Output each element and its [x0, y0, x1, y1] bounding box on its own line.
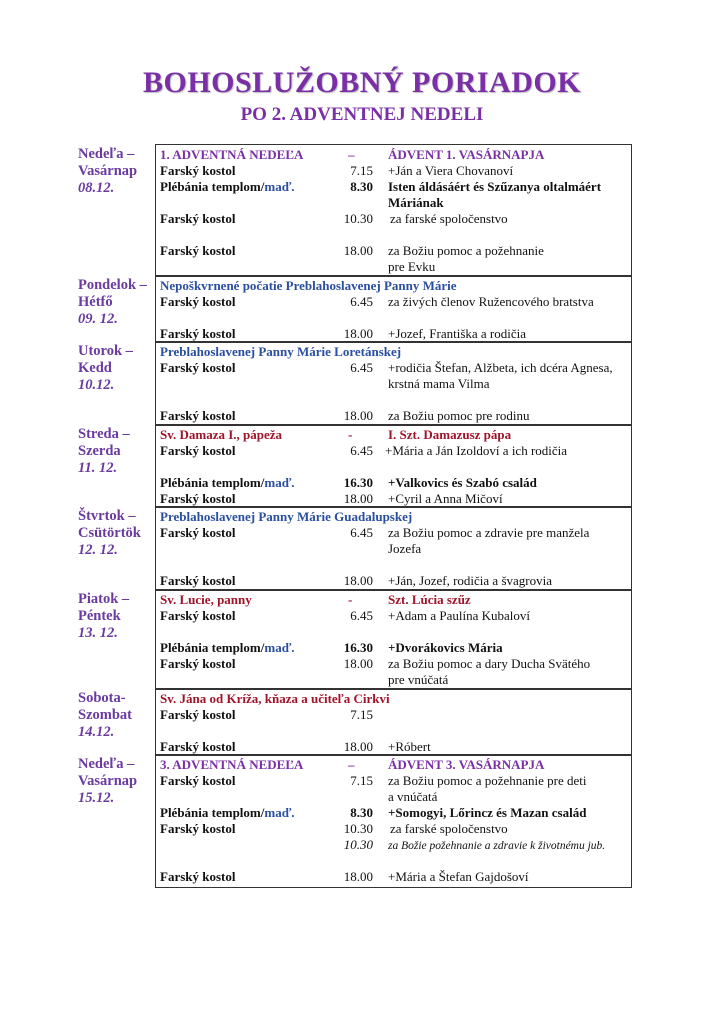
day-label: [78, 591, 156, 642]
day-date: 12. 12.: [78, 542, 118, 558]
mass-time: 18.00: [343, 408, 373, 423]
mass-place: Farský kostol: [160, 739, 236, 754]
day-date: 15.12.: [78, 790, 115, 806]
mass-time: 18.00: [343, 491, 373, 506]
day-date: 10.12.: [78, 377, 115, 393]
mass-intention: +Jozef, Františka a rodičia: [388, 326, 527, 341]
feast-title: 1. ADVENTNÁ NEDEĽA: [160, 147, 304, 162]
mass-intention: +Somogyi, Lőrincz és Mazan család: [388, 805, 587, 820]
day-schedule-box: [155, 589, 632, 690]
mass-time: 6.45: [350, 443, 373, 458]
mass-intention-cont: pre Evku: [388, 259, 436, 274]
mass-intention: za Božiu pomoc a zdravie pre manžela: [388, 525, 590, 540]
mass-intention: +Ján a Viera Chovanoví: [388, 163, 514, 178]
day-name: Utorok – Kedd: [78, 343, 133, 376]
day-schedule-box: [155, 144, 632, 277]
day-date: 14.12.: [78, 724, 115, 740]
day-label: [78, 756, 156, 807]
mass-intention: +Ján, Jozef, rodičia a švagrovia: [388, 573, 552, 588]
mass-time: 8.30: [350, 179, 373, 194]
mass-time: 18.00: [343, 656, 373, 671]
day-date: 09. 12.: [78, 311, 118, 327]
day-name: Streda – Szerda: [78, 426, 130, 459]
mass-place: Farský kostol: [160, 821, 236, 836]
mass-place: Farský kostol: [160, 573, 236, 588]
mass-time: 6.45: [350, 608, 373, 623]
day-schedule-box: [155, 275, 632, 343]
feast-title: Sv. Lucie, panny: [160, 592, 252, 607]
day-name: Štvrtok – Csütörtök: [78, 508, 141, 541]
day-name: Nedeľa – Vasárnap: [78, 146, 138, 179]
mass-place: Farský kostol: [160, 408, 236, 423]
mass-time: 10.30: [343, 211, 373, 226]
day-label: [78, 343, 156, 394]
day-date: 08.12.: [78, 180, 115, 196]
day-label: [78, 690, 156, 741]
feast-title-hu: ÁDVENT 3. VASÁRNAPJA: [388, 757, 545, 772]
feast-title: Nepoškvrnené počatie Preblahoslavenej Panny Márie: [160, 278, 457, 293]
feast-separator: –: [348, 757, 355, 772]
mass-time: 8.30: [350, 805, 373, 820]
mass-place: Farský kostol: [160, 773, 236, 788]
day-schedule-box: [155, 754, 632, 888]
mass-time: 6.45: [350, 525, 373, 540]
day-date: 11. 12.: [78, 460, 118, 476]
mass-time: 16.30: [343, 475, 373, 490]
day-label: [78, 508, 156, 559]
mass-place: Farský kostol: [160, 211, 236, 226]
page-subtitle: PO 2. ADVENTNEJ NEDELI: [240, 104, 484, 125]
day-label: [78, 426, 156, 477]
mass-place: Plébánia templom/maď.: [160, 805, 295, 820]
mass-intention: Isten áldásáért és Szűzanya oltalmáért: [388, 179, 602, 194]
mass-intention: +Adam a Paulína Kubaloví: [388, 608, 530, 623]
mass-time: 10.30: [343, 821, 373, 836]
mass-place: Farský kostol: [160, 443, 236, 458]
mass-intention-cont: Jozefa: [388, 541, 422, 556]
mass-place: Farský kostol: [160, 608, 236, 623]
mass-intention: +Cyril a Anna Mičoví: [388, 491, 503, 506]
mass-time: 10.30: [343, 837, 373, 852]
day-date: 13. 12.: [78, 625, 118, 641]
mass-intention-cont: pre vnúčatá: [388, 672, 449, 687]
mass-time: 18.00: [343, 739, 373, 754]
mass-time: 18.00: [343, 869, 373, 884]
mass-intention: za Božiu pomoc a dary Ducha Svätého: [388, 656, 591, 671]
mass-place: Farský kostol: [160, 491, 236, 506]
mass-place: Farský kostol: [160, 360, 236, 375]
mass-intention: za Božie požehnanie a zdravie k životnému jub.: [388, 840, 606, 852]
mass-place: Farský kostol: [160, 707, 236, 722]
mass-place: Farský kostol: [160, 243, 236, 258]
feast-title: Sv. Damaza I., pápeža: [160, 427, 283, 442]
mass-time: 16.30: [343, 640, 373, 655]
feast-title: Preblahoslavenej Panny Márie Loretánskej: [160, 344, 402, 359]
mass-intention: +Mária a Štefan Gajdošoví: [388, 869, 529, 884]
mass-place: Farský kostol: [160, 163, 236, 178]
feast-title: Preblahoslavenej Panny Márie Guadalupskej: [160, 509, 413, 524]
mass-intention: za Božiu pomoc a požehnanie: [388, 243, 544, 258]
day-schedule-box: [155, 688, 632, 756]
mass-place: Farský kostol: [160, 294, 236, 309]
day-label: [78, 277, 156, 328]
mass-time: 7.15: [350, 773, 373, 788]
mass-intention: +Róbert: [388, 739, 431, 754]
day-name: Pondelok – Hétfő: [78, 277, 147, 310]
mass-place: Plébánia templom/maď.: [160, 640, 295, 655]
mass-intention: +Valkovics és Szabó család: [388, 475, 537, 490]
feast-separator: -: [348, 592, 353, 607]
mass-time: 18.00: [343, 243, 373, 258]
mass-intention: +rodičia Štefan, Alžbeta, ich dcéra Agnesa,: [388, 360, 613, 375]
mass-place: Farský kostol: [160, 326, 236, 341]
mass-intention-cont: a vnúčatá: [388, 789, 438, 804]
day-schedule-box: [155, 424, 632, 508]
page-title: BOHOSLUŽOBNÝ PORIADOK: [142, 66, 582, 99]
feast-title-hu: ÁDVENT 1. VASÁRNAPJA: [388, 147, 545, 162]
feast-title-hu: Szt. Lúcia szűz: [388, 592, 471, 607]
day-schedule-box: [155, 341, 632, 426]
mass-intention: za Božiu pomoc a požehnanie pre deti: [388, 773, 587, 788]
mass-time: 7.15: [350, 163, 373, 178]
mass-intention: za farské spoločenstvo: [390, 821, 508, 836]
feast-separator: -: [348, 427, 353, 442]
day-label: [78, 146, 156, 197]
mass-intention: za farské spoločenstvo: [390, 211, 508, 226]
day-name: Nedeľa – Vasárnap: [78, 756, 138, 789]
mass-intention: za živých členov Ružencového bratstva: [388, 294, 594, 309]
day-name: Piatok – Péntek: [78, 591, 130, 624]
mass-intention-cont: Máriának: [388, 195, 444, 210]
feast-title-hu: I. Szt. Damazusz pápa: [388, 427, 512, 442]
feast-separator: –: [348, 147, 355, 162]
mass-time: 18.00: [343, 326, 373, 341]
mass-time: 18.00: [343, 573, 373, 588]
day-schedule-box: [155, 506, 632, 591]
mass-time: 6.45: [350, 360, 373, 375]
day-name: Sobota- Szombat: [78, 690, 132, 723]
mass-intention-cont: krstná mama Vilma: [388, 376, 490, 391]
mass-place: Farský kostol: [160, 656, 236, 671]
mass-place: Plébánia templom/maď.: [160, 179, 295, 194]
mass-place: Plébánia templom/maď.: [160, 475, 295, 490]
mass-place: Farský kostol: [160, 869, 236, 884]
mass-intention: +Mária a Ján Izoldoví a ich rodičia: [385, 443, 568, 458]
mass-time: 6.45: [350, 294, 373, 309]
mass-time: 7.15: [350, 707, 373, 722]
feast-title: Sv. Jána od Kríža, kňaza a učiteľa Cirkvi: [160, 691, 390, 706]
feast-title: 3. ADVENTNÁ NEDEĽA: [160, 757, 304, 772]
mass-intention: +Dvorákovics Mária: [388, 640, 503, 655]
mass-place: Farský kostol: [160, 525, 236, 540]
mass-intention: za Božiu pomoc pre rodinu: [388, 408, 530, 423]
